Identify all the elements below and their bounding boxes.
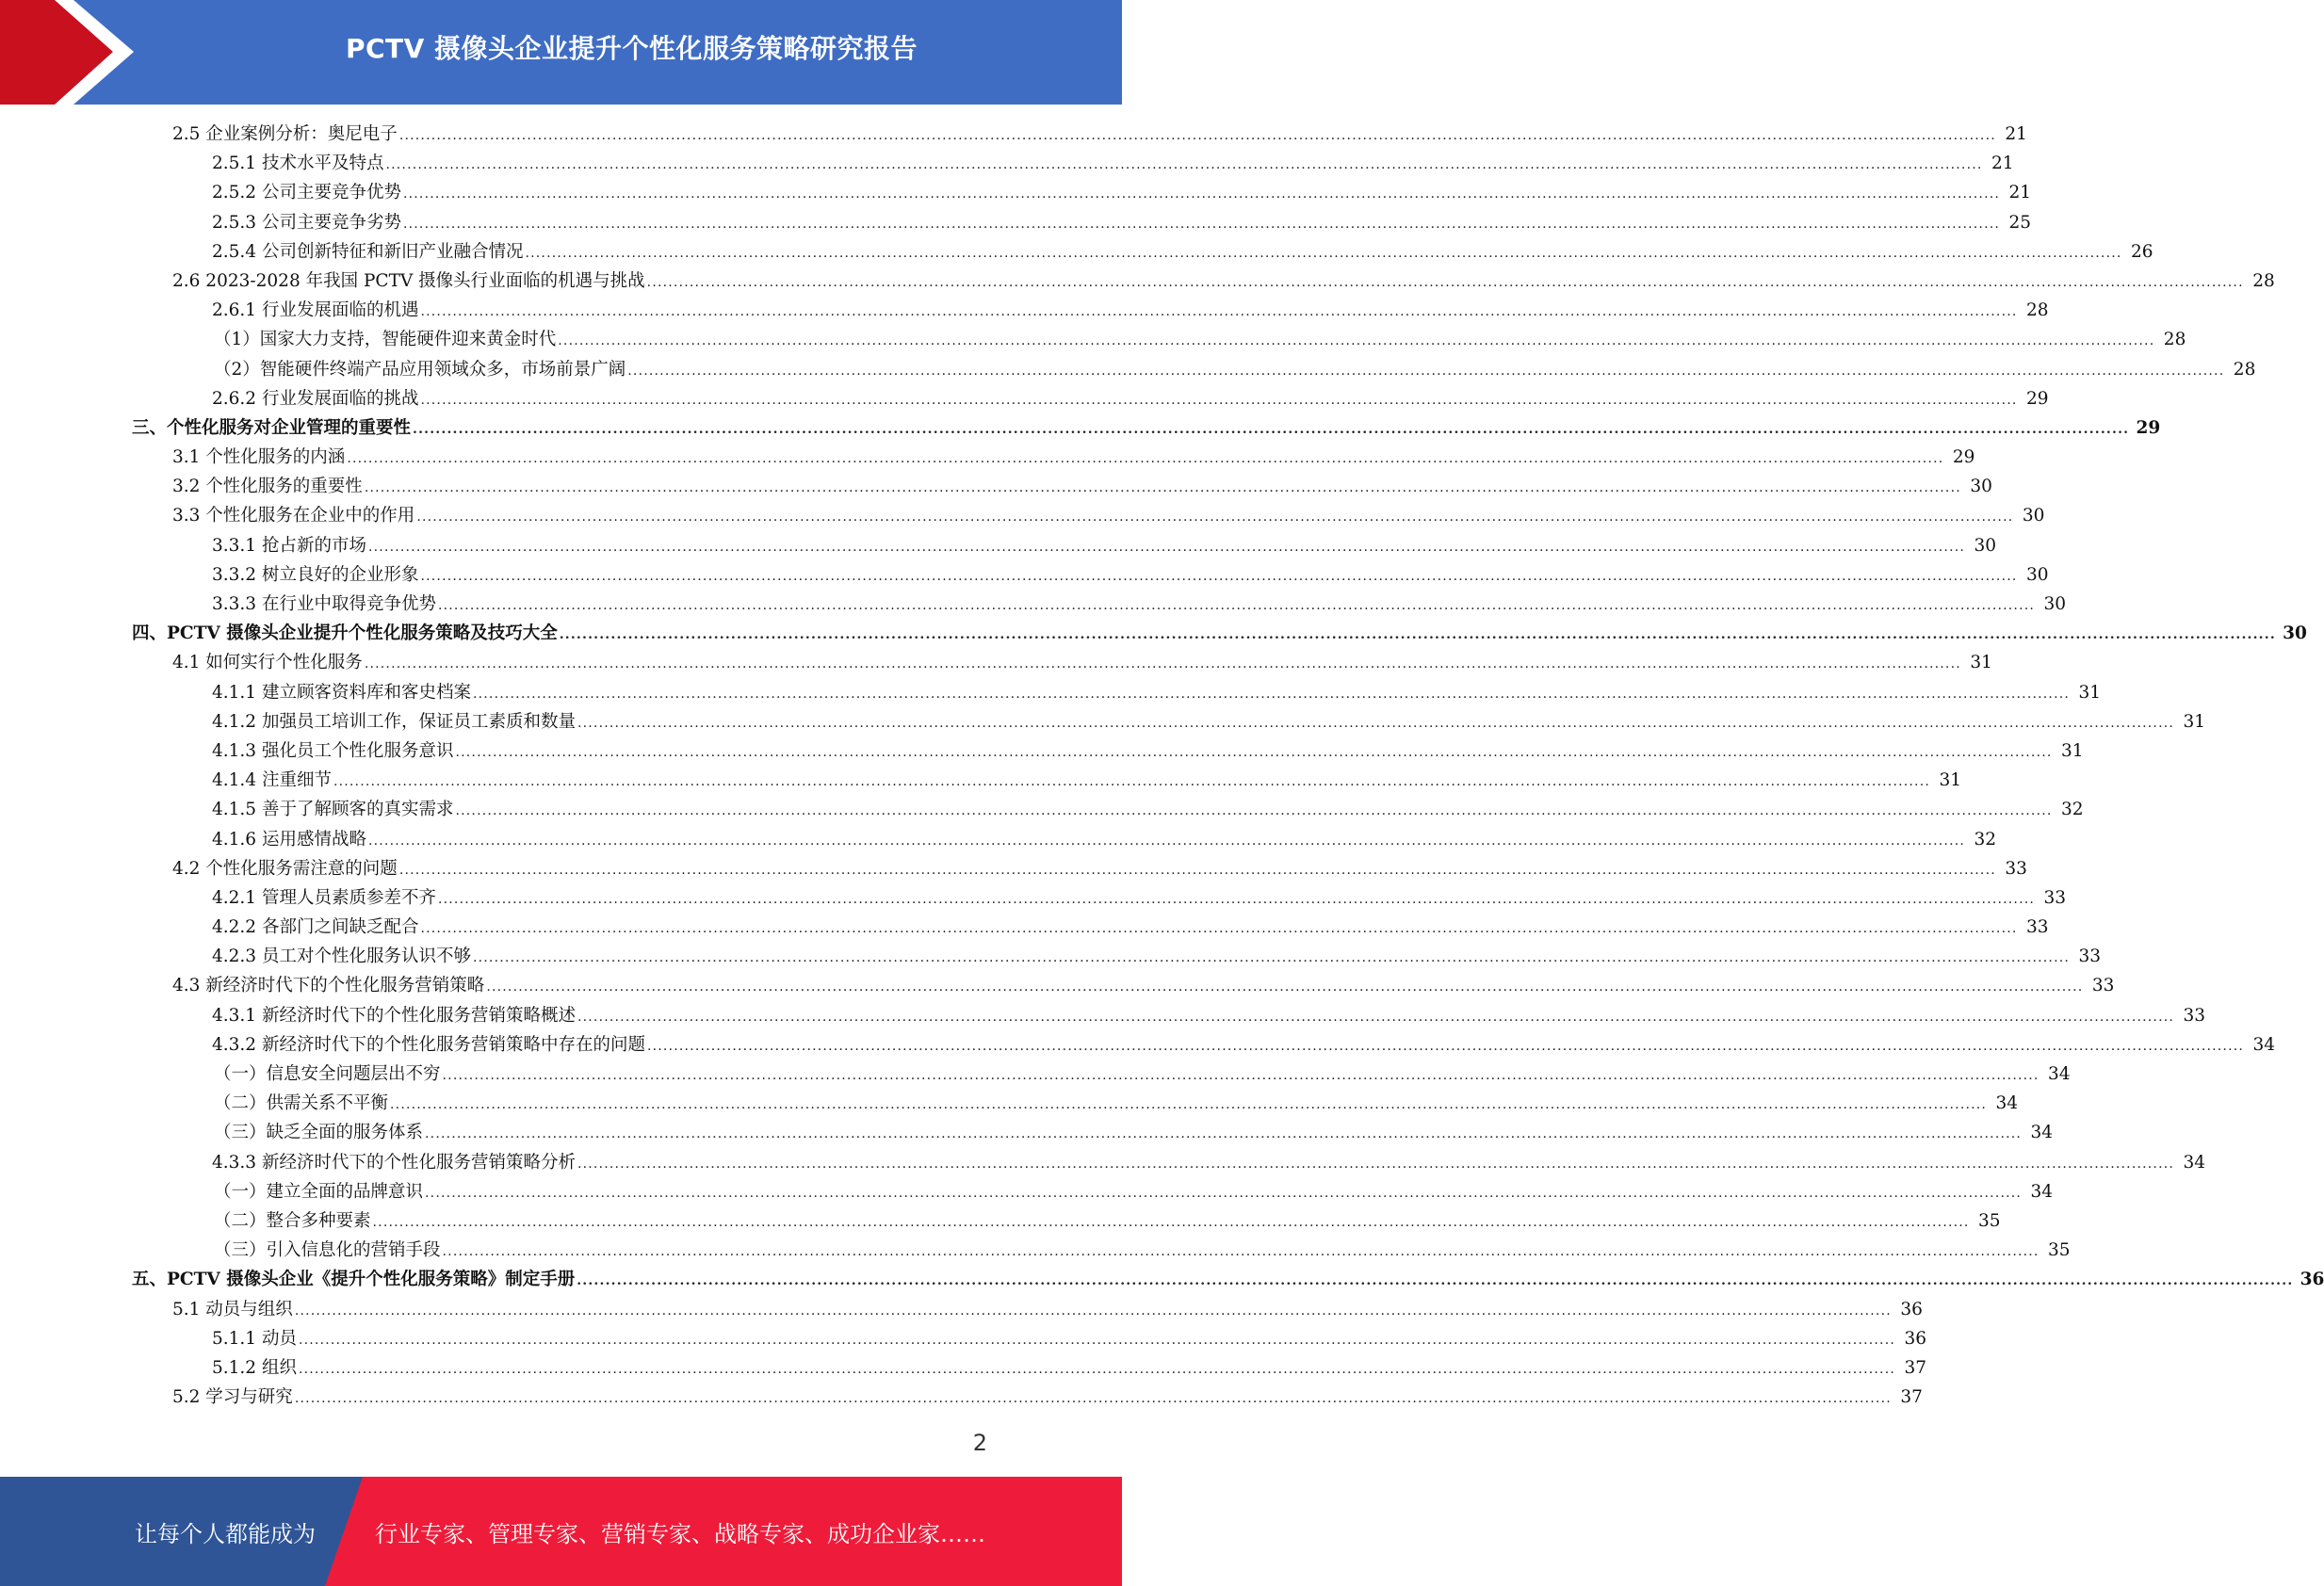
toc-entry-page: 33 [2091,976,2115,996]
toc-leader-dots: ............................................................................................................................................................................................................................................................................................................ [437,891,2036,907]
toc-entry-page: 31 [2078,682,2102,703]
toc-entry[interactable] [0,120,2027,149]
toc-entry-page: 30 [2022,506,2045,526]
toc-entry[interactable] [0,149,2014,178]
toc-leader-dots: ............................................................................................................................................................................................................................................................................................................ [298,1332,1896,1348]
toc-leader-dots: ............................................................................................................................................................................................................................................................................................................ [372,1214,1970,1230]
header-chevron-decoration [0,0,151,105]
toc-entry[interactable] [0,1177,2054,1206]
toc-entry-page: 21 [2008,183,2032,203]
toc-entry-page: 32 [1974,829,1997,850]
toc-leader-dots: ............................................................................................................................................................................................................................................................................................................ [398,128,1996,143]
toc-entry-page: 34 [1995,1093,2019,1114]
toc-entry[interactable] [0,913,2049,942]
toc-entry[interactable] [0,795,2084,824]
toc-entry-page: 32 [2060,800,2084,820]
toc-entry[interactable] [0,1265,2324,1294]
toc-leader-dots: ............................................................................................................................................................................................................................................................................................................ [425,1185,2023,1201]
toc-entry-page: 34 [2183,1152,2206,1173]
toc-entry[interactable] [0,883,2067,913]
toc-entry-title: 五、PCTV 摄像头企业《提升个性化服务策略》制定手册 [132,1270,576,1290]
toc-entry-title: 2.5.3 公司主要竞争劣势 [212,212,401,233]
toc-entry[interactable] [0,472,1992,501]
toc-entry[interactable] [0,736,2084,766]
toc-entry-title: （2）智能硬件终端产品应用领域众多，市场前景广阔 [214,359,626,380]
toc-entry-title: 3.1 个性化服务的内涵 [172,447,346,468]
toc-entry-title: 4.2.3 员工对个性化服务认识不够 [212,947,471,967]
toc-entry-page: 36 [1904,1328,1927,1349]
toc-entry[interactable] [0,355,2256,384]
toc-entry-title: 3.3.2 树立良好的企业形象 [212,564,419,585]
toc-leader-dots: ............................................................................................................................................................................................................................................................................................................ [420,304,2018,320]
toc-entry[interactable] [0,531,1997,560]
toc-entry-page: 36 [2300,1270,2324,1290]
toc-leader-dots: ............................................................................................................................................................................................................................................................................................................ [455,744,2053,760]
toc-entry-page: 35 [1978,1210,2001,1231]
toc-entry-page: 34 [2048,1064,2071,1084]
toc-entry[interactable] [0,825,1997,854]
toc-entry-title: 5.1.1 动员 [212,1328,297,1349]
toc-leader-dots: ............................................................................................................................................................................................................................................................................................................ [298,1361,1896,1377]
toc-entry[interactable] [0,384,2049,413]
toc-leader-dots: ............................................................................................................................................................................................................................................................................................................ [364,480,1961,496]
toc-leader-dots: ............................................................................................................................................................................................................................................................................................................ [364,656,1961,672]
toc-entry-page: 33 [2005,858,2027,879]
toc-leader-dots: ............................................................................................................................................................................................................................................................................................................ [437,598,2036,613]
toc-leader-dots: ............................................................................................................................................................................................................................................................................................................ [425,1126,2023,1142]
toc-leader-dots: ............................................................................................................................................................................................................................................................................................................ [402,186,2001,202]
toc-entry[interactable] [0,971,2115,1000]
toc-entry-title: 2.6.1 行业发展面临的机遇 [212,300,419,321]
toc-entry-title: 4.3.3 新经济时代下的个性化服务营销策略分析 [212,1152,576,1173]
toc-entry-page: 33 [2025,917,2049,938]
toc-leader-dots: ............................................................................................................................................................................................................................................................................................................ [577,1009,2175,1025]
toc-leader-dots: ............................................................................................................................................................................................................................................................................................................ [646,274,2244,290]
toc-entry-page: 29 [1952,447,1975,468]
toc-leader-dots: ............................................................................................................................................................................................................................................................................................................ [420,568,2018,584]
page-header [0,0,1122,105]
toc-entry[interactable] [0,1089,2019,1118]
toc-entry[interactable] [0,208,2032,237]
toc-entry-title: 4.1.4 注重细节 [212,770,332,791]
toc-leader-dots: ............................................................................................................................................................................................................................................................................................................ [577,715,2175,731]
toc-entry-title: 3.2 个性化服务的重要性 [172,477,363,497]
toc-leader-dots: ............................................................................................................................................................................................................................................................................................................ [420,392,2018,408]
toc-entry[interactable] [0,1295,1923,1324]
toc-entry[interactable] [0,1030,2276,1060]
toc-entry-page: 29 [2136,417,2161,438]
toc-leader-dots: ............................................................................................................................................................................................................................................................................................................ [367,833,1966,849]
toc-entry-title: 2.5 企业案例分析：奥尼电子 [172,124,398,144]
toc-entry-page: 31 [1939,770,1962,791]
toc-entry-title: 4.1.5 善于了解顾客的真实需求 [212,800,454,820]
toc-entry[interactable] [0,678,2102,707]
toc-entry-title: 3.3.3 在行业中取得竞争优势 [212,594,436,614]
toc-entry-title: 4.1 如何实行个性化服务 [172,653,363,673]
toc-leader-dots: ............................................................................................................................................................................................................................................................................................................ [472,950,2071,966]
toc-entry[interactable] [0,1353,1927,1383]
toc-entry-page: 28 [2233,359,2256,380]
toc-leader-dots: ............................................................................................................................................................................................................................................................................................................ [525,245,2122,261]
toc-entry-page: 28 [2163,330,2186,350]
toc-leader-dots: ............................................................................................................................................................................................................................................................................................................ [559,627,2276,643]
toc-entry-title: 4.1.3 强化员工个性化服务意识 [212,740,454,761]
toc-entry-page: 31 [1970,653,1992,673]
toc-entry[interactable] [0,501,2045,530]
toc-entry-title: 2.6 2023-2028 年我国 PCTV 摄像头行业面临的机遇与挑战 [172,270,645,291]
toc-entry-page: 37 [1900,1387,1923,1408]
toc-leader-dots: ............................................................................................................................................................................................................................................................................................................ [398,862,1996,878]
toc-entry[interactable] [0,590,2067,619]
toc-entry[interactable] [0,443,1975,472]
toc-entry-page: 30 [2025,564,2049,585]
toc-entry[interactable] [0,707,2206,736]
toc-entry-title: 2.5.2 公司主要竞争优势 [212,183,401,203]
toc-entry-title: 4.3 新经济时代下的个性化服务营销策略 [172,976,485,996]
toc-entry[interactable] [0,1236,2071,1265]
toc-entry-title: 四、PCTV 摄像头企业提升个性化服务策略及技巧大全 [132,623,558,644]
footer-slogan-right: 行业专家、管理专家、营销专家、战略专家、成功企业家…… [375,1520,985,1547]
toc-entry-title: （1）国家大力支持，智能硬件迎来黄金时代 [214,330,557,350]
toc-leader-dots: ............................................................................................................................................................................................................................................................................................................ [442,1244,2040,1260]
toc-entry-title: 4.3.1 新经济时代下的个性化服务营销策略概述 [212,1005,576,1026]
toc-leader-dots: ............................................................................................................................................................................................................................................................................................................ [413,421,2130,437]
toc-entry-title: 4.2 个性化服务需注意的问题 [172,858,398,879]
toc-leader-dots: ............................................................................................................................................................................................................................................................................................................ [416,510,2014,526]
toc-entry[interactable] [0,1148,2206,1177]
toc-entry-title: （二）供需关系不平衡 [214,1093,389,1114]
toc-entry-title: 4.1.6 运用感情战略 [212,829,366,850]
toc-entry-title: （三）引入信息化的营销手段 [214,1240,441,1261]
page-footer [0,1477,1122,1586]
toc-leader-dots: ............................................................................................................................................................................................................................................................................................................ [294,1303,1892,1319]
page-number: 2 [972,1430,987,1456]
toc-leader-dots: ............................................................................................................................................................................................................................................................................................................ [486,979,2084,995]
toc-entry[interactable] [0,237,2153,267]
toc-entry[interactable] [0,325,2186,354]
toc-leader-dots: ............................................................................................................................................................................................................................................................................................................ [347,451,1944,467]
toc-entry-page: 36 [1900,1299,1923,1319]
toc-entry-page: 34 [2030,1123,2054,1143]
toc-entry-title: 3.3.1 抢占新的市场 [212,535,366,556]
toc-entry-page: 30 [2283,623,2307,644]
toc-entry[interactable] [0,1206,2001,1236]
toc-leader-dots: ............................................................................................................................................................................................................................................................................................................ [558,333,2155,349]
toc-entry-page: 30 [2043,594,2067,614]
toc-leader-dots: ............................................................................................................................................................................................................................................................................................................ [420,921,2018,937]
toc-entry[interactable] [0,619,2307,648]
report-title: PCTV 摄像头企业提升个性化服务策略研究报告 [345,33,918,64]
toc-entry-page: 35 [2048,1240,2071,1261]
toc-leader-dots: ............................................................................................................................................................................................................................................................................................................ [402,216,2001,232]
toc-leader-dots: ............................................................................................................................................................................................................................................................................................................ [455,803,2053,819]
toc-entry[interactable] [0,267,2275,296]
toc-entry[interactable] [0,854,2027,883]
toc-entry-page: 28 [2252,270,2275,291]
toc-entry-title: 5.1.2 组织 [212,1357,297,1378]
toc-entry-title: 5.2 学习与研究 [172,1387,293,1408]
toc-entry-title: 三、个性化服务对企业管理的重要性 [132,417,412,438]
toc-entry-page: 37 [1904,1357,1927,1378]
toc-entry-title: 4.1.2 加强员工培训工作，保证员工素质和数量 [212,711,576,732]
toc-entry-page: 33 [2078,947,2102,967]
toc-entry-page: 34 [2030,1181,2054,1202]
toc-entry-page: 30 [1970,477,1992,497]
toc-entry-title: 5.1 动员与组织 [172,1299,293,1319]
toc-entry[interactable] [0,1383,1923,1412]
toc-leader-dots: ............................................................................................................................................................................................................................................................................................................ [367,539,1966,555]
toc-entry-title: 4.3.2 新经济时代下的个性化服务营销策略中存在的问题 [212,1034,645,1055]
footer-slogan-left: 让每个人都能成为 [135,1520,316,1547]
toc-entry-title: （二）整合多种要素 [214,1210,371,1231]
toc-entry-page: 33 [2043,887,2067,908]
toc-entry[interactable] [0,1060,2071,1089]
toc-entry-page: 34 [2252,1034,2276,1055]
toc-entry[interactable] [0,296,2049,325]
toc-entry-page: 21 [2005,124,2027,144]
toc-entry-page: 28 [2025,300,2049,321]
toc-entry-page: 29 [2025,388,2049,409]
toc-entry-page: 33 [2183,1005,2206,1026]
toc-entry[interactable] [0,1001,2206,1030]
toc-leader-dots: ............................................................................................................................................................................................................................................................................................................ [442,1068,2040,1083]
toc-entry[interactable] [0,766,1962,795]
toc-entry-page: 31 [2060,740,2084,761]
toc-entry[interactable] [0,1324,1927,1353]
toc-entry-title: 4.2.2 各部门之间缺乏配合 [212,917,419,938]
toc-leader-dots: ............................................................................................................................................................................................................................................................................................................ [627,363,2225,379]
toc-leader-dots: ............................................................................................................................................................................................................................................................................................................ [294,1391,1892,1407]
toc-leader-dots: ............................................................................................................................................................................................................................................................................................................ [646,1038,2245,1054]
toc-entry-page: 26 [2130,241,2153,262]
toc-entry-title: 2.6.2 行业发展面临的挑战 [212,388,419,409]
toc-entry-page: 30 [1974,535,1997,556]
toc-leader-dots: ............................................................................................................................................................................................................................................................................................................ [577,1156,2175,1172]
toc-leader-dots: ............................................................................................................................................................................................................................................................................................................ [385,157,1983,173]
toc-entry-title: 4.1.1 建立顾客资料库和客史档案 [212,682,471,703]
toc-entry[interactable] [0,178,2032,207]
toc-leader-dots: ............................................................................................................................................................................................................................................................................................................ [577,1273,2294,1289]
toc-leader-dots: ............................................................................................................................................................................................................................................................................................................ [333,774,1931,790]
toc-entry-title: 4.2.1 管理人员素质参差不齐 [212,887,436,908]
toc-entry-title: 3.3 个性化服务在企业中的作用 [172,506,415,526]
toc-entry-title: 2.5.1 技术水平及特点 [212,154,384,174]
toc-entry[interactable] [0,648,1992,677]
table-of-contents [0,120,2324,1412]
toc-entry-title: （三）缺乏全面的服务体系 [214,1123,424,1143]
toc-entry-page: 21 [1991,154,2014,174]
toc-entry-page: 31 [2183,711,2206,732]
toc-entry-title: 2.5.4 公司创新特征和新旧产业融合情况 [212,241,524,262]
toc-leader-dots: ............................................................................................................................................................................................................................................................................................................ [472,686,2071,702]
toc-leader-dots: ............................................................................................................................................................................................................................................................................................................ [390,1097,1988,1113]
toc-entry[interactable] [0,942,2102,971]
toc-entry[interactable] [0,560,2049,590]
toc-entry-title: （一）建立全面的品牌意识 [214,1181,424,1202]
toc-entry-title: （一）信息安全问题层出不穷 [214,1064,441,1084]
toc-entry[interactable] [0,1118,2054,1147]
toc-entry-page: 25 [2008,212,2032,233]
toc-entry[interactable] [0,413,2161,443]
